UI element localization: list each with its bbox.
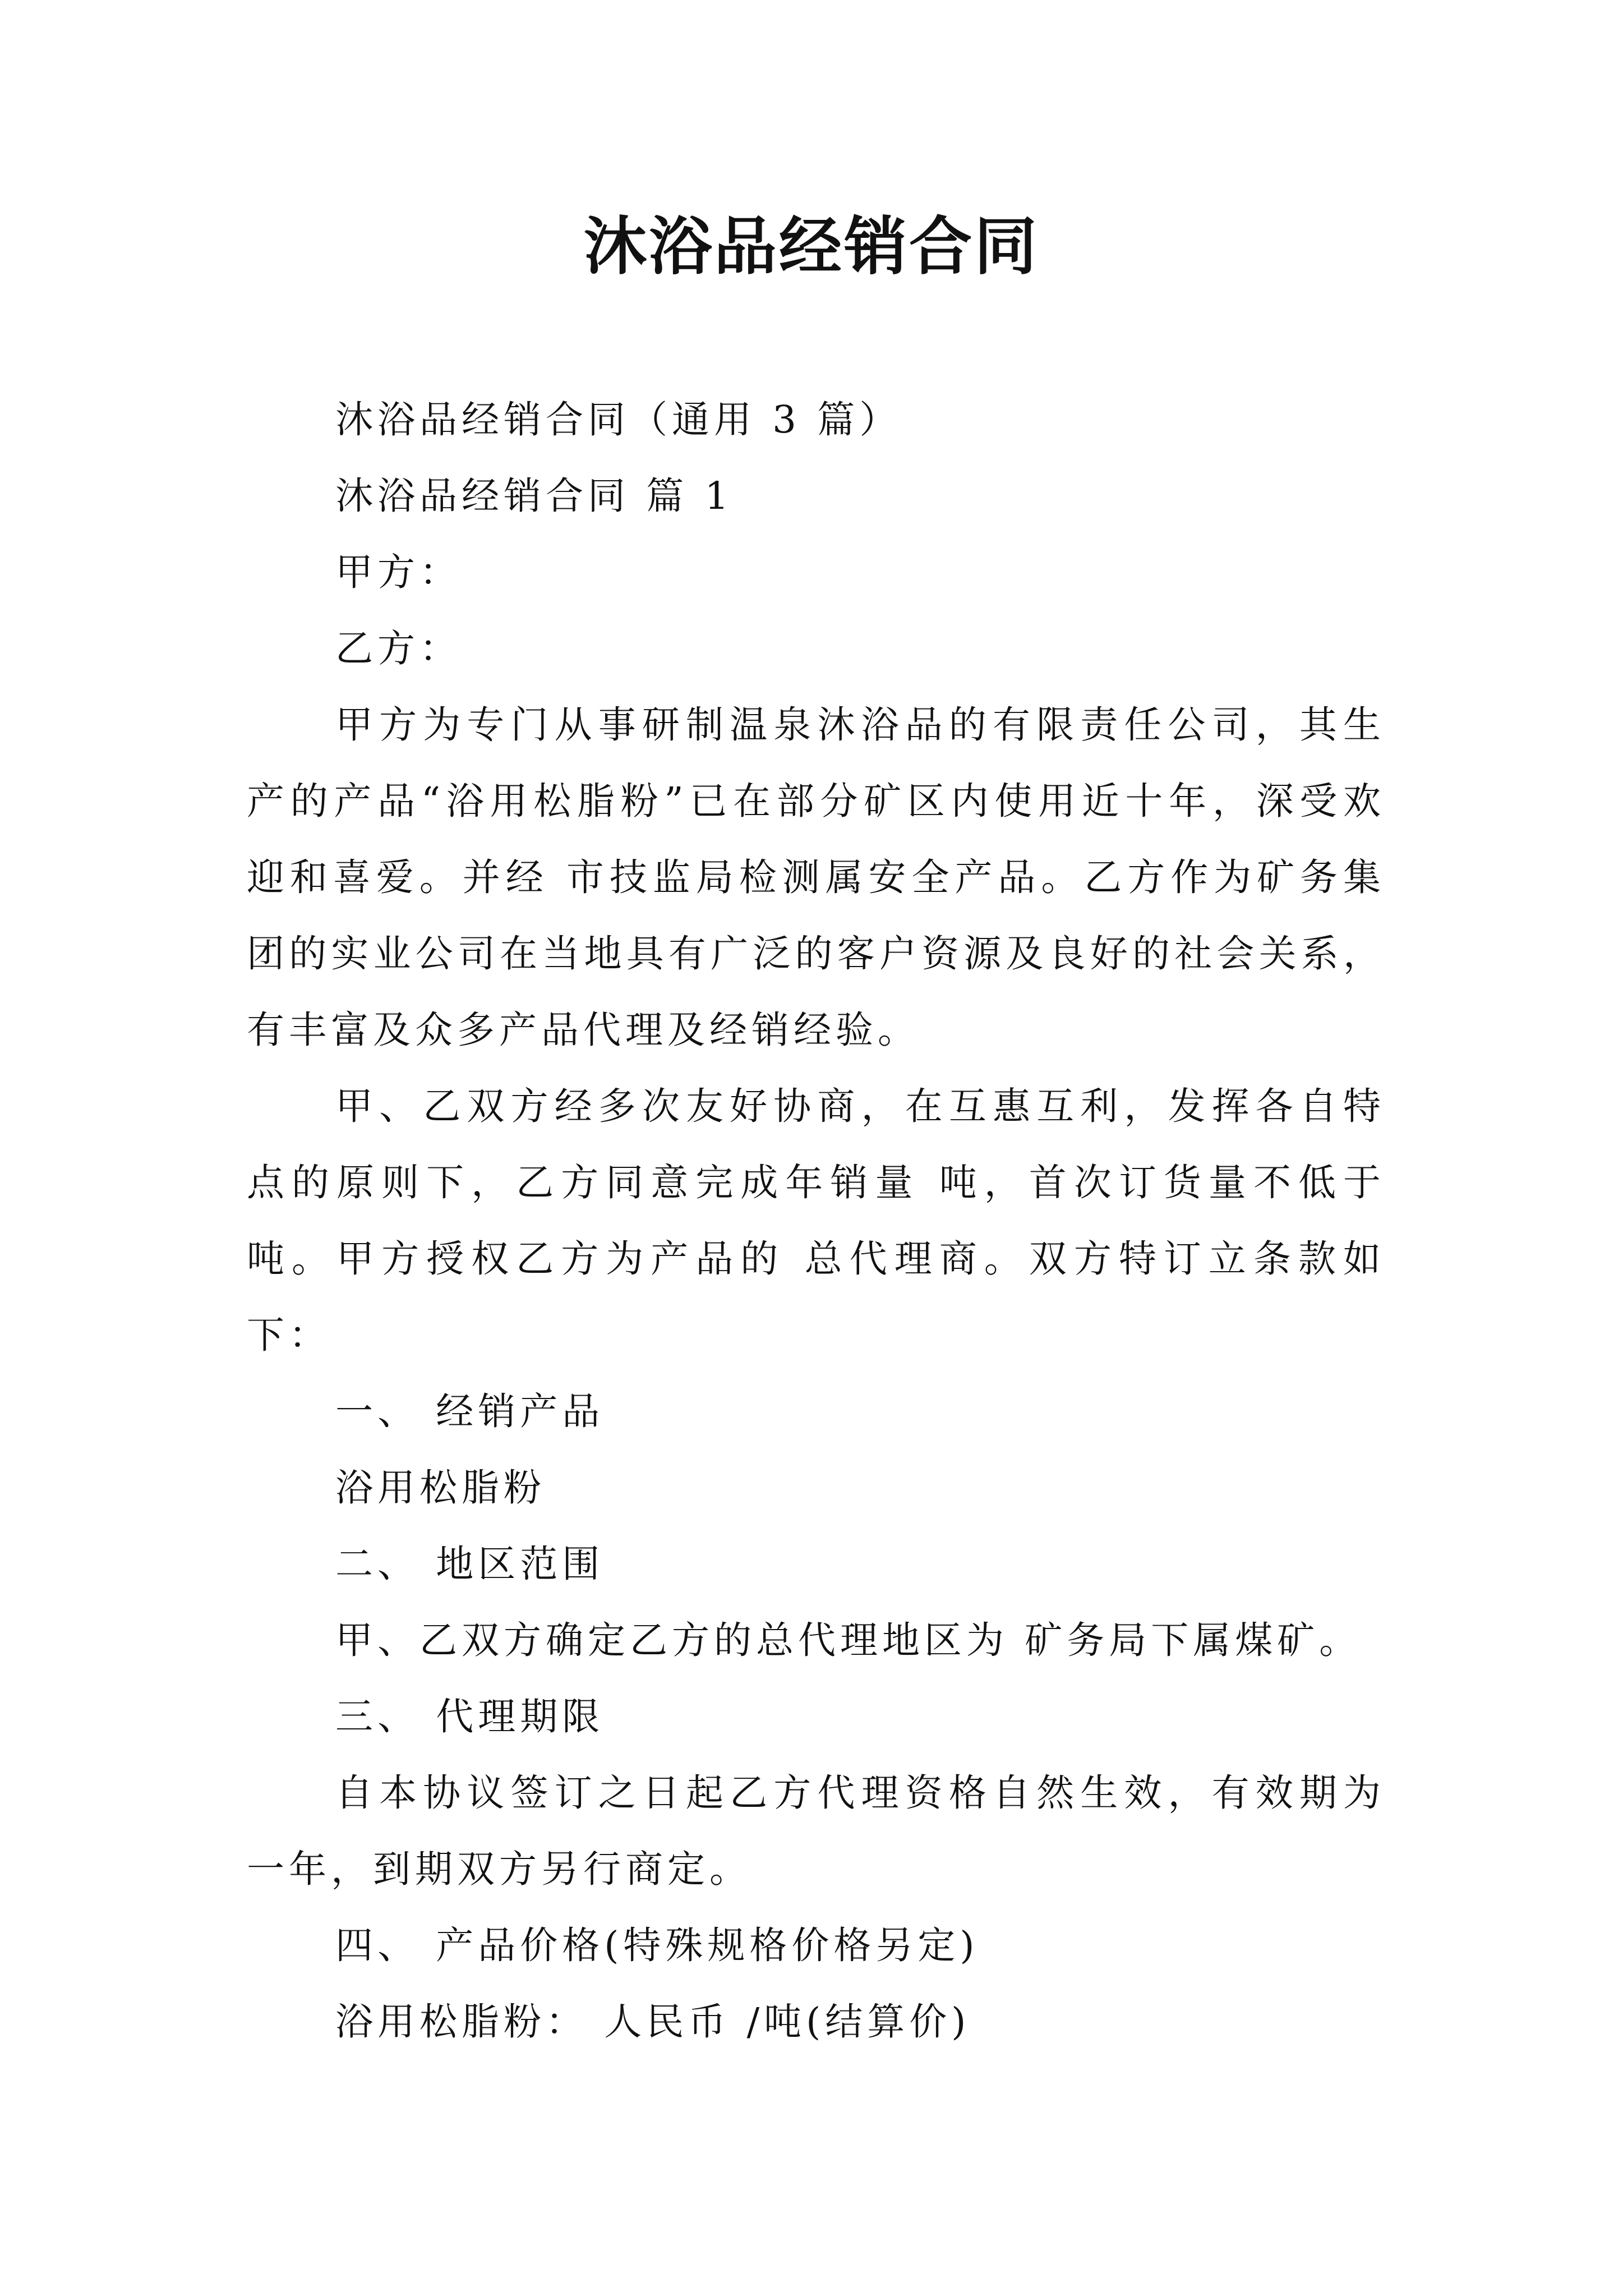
clause-2-body: 甲、乙双方确定乙方的总代理地区为 矿务局下属煤矿。 (335, 1618, 1362, 1662)
clause-1-body: 浴用松脂粉 (335, 1466, 546, 1510)
clause-4-body: 浴用松脂粉： 人民币 /吨(结算价) (335, 2000, 971, 2044)
section-heading: 沐浴品经销合同 篇 1 (335, 474, 734, 518)
intro-paragraph: 甲方为专门从事研制温泉沐浴品的有限责任公司，其生产的产品“浴用松脂粉”已在部分矿区内使用近十年，深受欢迎和喜爱。并经 市技监局检测属安全产品。乙方作为矿务集团的实业公司在当地具有广泛的客户资源及良好的社会关系，有丰富及众多产品代理及经销经验。 (247, 703, 1385, 1052)
clause-3-body: 自本协议签订之日起乙方代理资格自然生效，有效期为一年，到期双方另行商定。 (247, 1771, 1385, 1891)
party-b-line: 乙方： (335, 627, 462, 670)
party-a-line: 甲方： (335, 550, 462, 594)
document-body (247, 381, 1385, 2060)
clause-4-heading: 四、 产品价格(特殊规格价格另定) (335, 1924, 979, 1967)
clause-1-heading: 一、 经销产品 (335, 1389, 605, 1433)
subtitle-paragraph: 沐浴品经销合同（通用 3 篇） (335, 398, 902, 441)
document-title: 沐浴品经销合同 (584, 210, 1039, 283)
agreement-paragraph: 甲、乙双方经多次友好协商，在互惠互利，发挥各自特点的原则下，乙方同意完成年销量 吨，首次订货量不低于 吨。甲方授权乙方为产品的 总代理商。双方特订立条款如下： (247, 1084, 1385, 1357)
clause-2-heading: 二、 地区范围 (335, 1542, 605, 1586)
clause-3-heading: 三、 代理期限 (335, 1695, 605, 1738)
